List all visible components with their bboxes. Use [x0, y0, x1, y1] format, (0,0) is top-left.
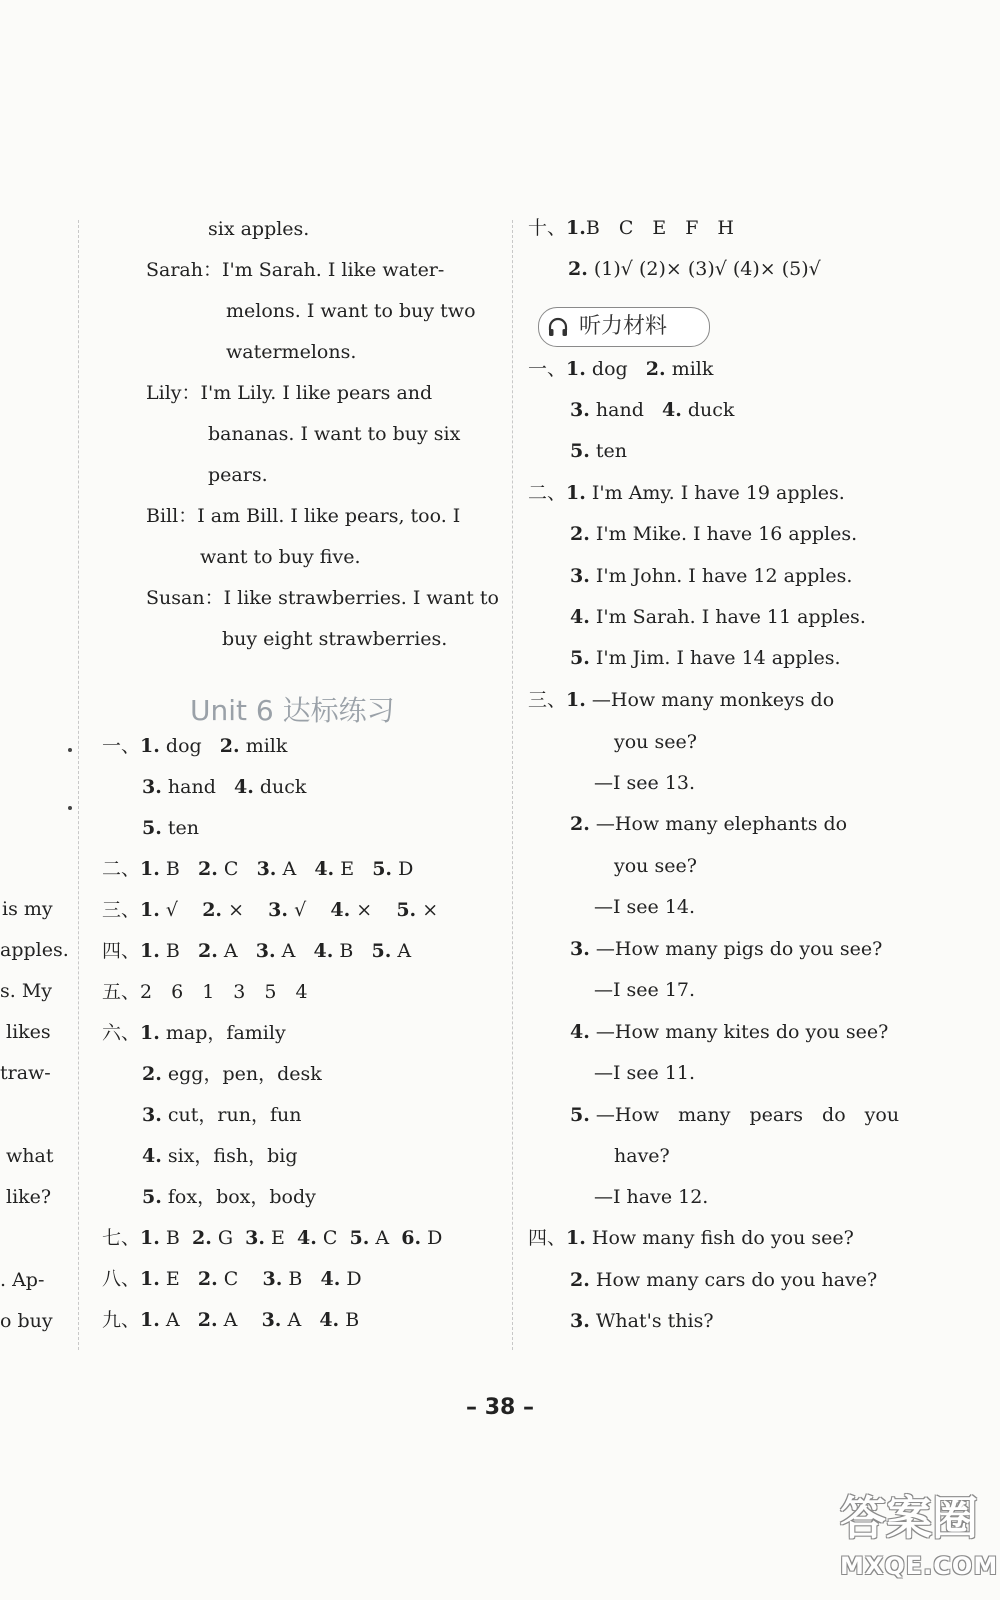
- item-answer: duck: [687, 399, 735, 421]
- item-answer: ×: [422, 899, 439, 921]
- item-number: 4.: [314, 858, 335, 880]
- item-answer: C: [322, 1227, 338, 1249]
- item-answer: A: [281, 940, 296, 962]
- question-text: —How many pears do you: [595, 1104, 900, 1126]
- item-answer: hand: [595, 399, 644, 421]
- answer-row: [528, 216, 734, 240]
- left-fragment: like?: [6, 1186, 52, 1208]
- dialog-line: bananas. I want to buy six: [208, 423, 461, 445]
- section-marker: 三、: [102, 899, 141, 921]
- dialog-line: Bill：I am Bill. I like pears, too. I: [146, 505, 461, 527]
- item-number: 4.: [570, 1021, 590, 1043]
- item-answer: A: [165, 1309, 180, 1331]
- dialog-line: watermelons.: [226, 341, 357, 363]
- answer-row: [102, 1226, 442, 1250]
- item-number: 1.: [566, 358, 586, 380]
- answer-text: —I see 13.: [594, 772, 696, 794]
- section-marker: 四、: [528, 1227, 567, 1249]
- item-number: 3.: [268, 899, 289, 921]
- item-number: 5.: [371, 940, 392, 962]
- item-answer: B C E F H: [585, 217, 734, 239]
- item-number: 1.: [140, 899, 160, 921]
- item-number: 4.: [320, 1268, 341, 1290]
- section-marker: 五、: [102, 981, 141, 1003]
- dialog-line: pears.: [208, 464, 268, 486]
- answer-row: [570, 646, 841, 670]
- item-number: 4.: [313, 940, 334, 962]
- section-marker: 三、: [528, 689, 567, 711]
- item-number: 5.: [570, 647, 590, 669]
- watermark-url-text: MXQE.COM: [840, 1552, 999, 1580]
- item-number: 1.: [566, 217, 586, 239]
- item-number: 3.: [570, 938, 590, 960]
- left-fragment: . Ap-: [0, 1269, 45, 1291]
- answer-row: [570, 937, 882, 961]
- answer-row: [102, 980, 308, 1004]
- item-answer: I'm John. I have 12 apples.: [595, 565, 853, 587]
- item-answer: A: [282, 858, 297, 880]
- answer-text: —I see 17.: [594, 979, 696, 1001]
- answer-row: [570, 605, 866, 629]
- item-answer: dog: [591, 358, 628, 380]
- answer-row: [570, 439, 627, 463]
- item-number: 2.: [191, 1227, 212, 1249]
- item-number: 3.: [570, 399, 590, 421]
- item-number: 2.: [570, 1269, 590, 1291]
- item-number: 1.: [140, 1227, 160, 1249]
- answer-row: [102, 939, 411, 963]
- answer-row: [142, 1103, 301, 1127]
- item-answer: milk: [671, 358, 714, 380]
- answer-row: [528, 688, 834, 712]
- item-number: 4.: [330, 899, 351, 921]
- item-number: 2.: [202, 899, 223, 921]
- headphones-icon: [547, 316, 569, 338]
- left-fragment: is my: [2, 898, 53, 920]
- item-number: 3.: [570, 1310, 590, 1332]
- answer-row: [570, 564, 852, 588]
- answer-row: [102, 857, 413, 881]
- item-number: 3.: [142, 776, 162, 798]
- item-number: 2.: [197, 1309, 218, 1331]
- section-marker: 二、: [102, 858, 141, 880]
- answer-row: [570, 522, 857, 546]
- item-answer: E: [271, 1227, 285, 1249]
- left-fragment: what: [6, 1145, 54, 1167]
- item-number: 2.: [142, 1063, 162, 1085]
- question-continuation: you see?: [614, 731, 697, 753]
- item-answer: G: [217, 1227, 234, 1249]
- item-number: 4.: [297, 1227, 317, 1249]
- answer-row: [570, 398, 734, 422]
- answer-text: —I see 11.: [594, 1062, 696, 1084]
- item-number: 1.: [566, 689, 586, 711]
- answer-row: [102, 898, 438, 922]
- column-divider: [512, 220, 513, 1350]
- question-continuation: have?: [614, 1145, 670, 1167]
- column-divider: [78, 220, 79, 1350]
- item-answer: ten: [595, 440, 628, 462]
- answer-row: [142, 816, 199, 840]
- item-answer: D: [346, 1268, 362, 1290]
- section-marker: 一、: [528, 358, 567, 380]
- answer-text: —I see 14.: [594, 896, 696, 918]
- section-marker: 二、: [528, 482, 567, 504]
- item-answer: What's this?: [595, 1310, 714, 1332]
- item-number: 1.: [140, 1268, 160, 1290]
- item-answer: √: [294, 899, 307, 921]
- item-answer: (1)√ (2)× (3)√ (4)× (5)√: [593, 258, 821, 280]
- item-number: 5.: [142, 1186, 162, 1208]
- section-marker: 九、: [102, 1309, 141, 1331]
- item-answer: I'm Sarah. I have 11 apples.: [595, 606, 866, 628]
- item-number: 1.: [566, 482, 586, 504]
- item-number: 2.: [197, 1268, 218, 1290]
- item-answer: hand: [167, 776, 216, 798]
- item-number: 5.: [570, 1104, 590, 1126]
- left-fragment: o buy: [0, 1310, 53, 1332]
- dialog-line: six apples.: [208, 218, 310, 240]
- item-answer: D: [398, 858, 414, 880]
- item-answer: milk: [245, 735, 288, 757]
- item-answer: duck: [259, 776, 307, 798]
- item-number: 2.: [219, 735, 240, 757]
- item-number: 4.: [661, 399, 682, 421]
- item-answer: map，family: [165, 1022, 286, 1044]
- answer-row: [570, 812, 847, 836]
- dialog-line: Sarah：I'm Sarah. I like water-: [146, 259, 445, 281]
- item-answer: √: [165, 899, 179, 921]
- answer-row: [142, 1062, 322, 1086]
- item-answer: B: [345, 1309, 360, 1331]
- item-answer: D: [427, 1227, 443, 1249]
- item-number: 5.: [142, 817, 162, 839]
- item-answer: A: [375, 1227, 390, 1249]
- item-answer: I'm Mike. I have 16 apples.: [595, 523, 858, 545]
- left-fragment: traw-: [0, 1062, 51, 1084]
- answer-row: [142, 1185, 316, 1209]
- section-marker: 一、: [102, 735, 141, 757]
- item-answer: A: [223, 1309, 238, 1331]
- item-number: 3.: [256, 858, 277, 880]
- question-text: —How many kites do you see?: [595, 1021, 889, 1043]
- left-fragment: apples.: [0, 939, 69, 961]
- item-number: 2.: [570, 813, 590, 835]
- item-answer: I'm Jim. I have 14 apples.: [595, 647, 841, 669]
- item-number: 2.: [198, 858, 218, 880]
- item-answer: A: [287, 1309, 302, 1331]
- answer-row: [568, 257, 821, 281]
- dialog-line: Lily：I'm Lily. I like pears and: [146, 382, 433, 404]
- left-fragment: likes: [6, 1021, 51, 1043]
- answer-row: [570, 1268, 877, 1292]
- item-answer: E: [340, 858, 355, 880]
- item-answer: cut，run，fun: [167, 1104, 302, 1126]
- answer-row: [528, 481, 845, 505]
- item-answer: A: [397, 940, 412, 962]
- item-answer: How many cars do you have?: [595, 1269, 878, 1291]
- left-fragment: s. My: [0, 980, 53, 1002]
- section-marker: 八、: [102, 1268, 141, 1290]
- item-number: 1.: [140, 1022, 160, 1044]
- item-number: 1.: [140, 858, 160, 880]
- question-text: —How many monkeys do: [591, 689, 835, 711]
- item-answer: 2 6 1 3 5 4: [140, 981, 308, 1003]
- item-number: 4.: [570, 606, 590, 628]
- item-number: 5.: [396, 899, 417, 921]
- section-marker: 四、: [102, 940, 141, 962]
- dialog-line: melons. I want to buy two: [226, 300, 476, 322]
- listening-material-badge: [538, 307, 710, 347]
- item-answer: C: [223, 858, 239, 880]
- answer-row: [570, 1103, 899, 1127]
- item-answer: fox，box，body: [167, 1186, 316, 1208]
- item-number: 1.: [140, 940, 160, 962]
- item-number: 1.: [566, 1227, 586, 1249]
- answer-row: [142, 775, 306, 799]
- answer-row: [528, 1226, 854, 1250]
- item-answer: C: [223, 1268, 239, 1290]
- item-answer: ten: [167, 817, 200, 839]
- watermark: [840, 1490, 999, 1600]
- item-number: 2.: [198, 940, 218, 962]
- dialog-line: buy eight strawberries.: [222, 628, 448, 650]
- answer-row: [102, 734, 287, 758]
- item-answer: egg，pen，desk: [167, 1063, 322, 1085]
- question-continuation: you see?: [614, 855, 697, 877]
- item-answer: A: [223, 940, 238, 962]
- item-answer: E: [165, 1268, 180, 1290]
- item-answer: B: [288, 1268, 303, 1290]
- page-number: – 38 –: [466, 1395, 534, 1420]
- item-answer: B: [165, 858, 180, 880]
- dialog-line: want to buy five.: [200, 546, 361, 568]
- answer-row: [102, 1021, 286, 1045]
- item-number: 4.: [233, 776, 254, 798]
- item-number: 6.: [401, 1227, 422, 1249]
- item-answer: B: [165, 940, 180, 962]
- item-number: 4.: [142, 1145, 162, 1167]
- question-text: —How many elephants do: [595, 813, 848, 835]
- item-number: 3.: [570, 565, 590, 587]
- item-answer: I'm Amy. I have 19 apples.: [591, 482, 845, 504]
- dialog-line: Susan：I like strawberries. I want to: [146, 587, 499, 609]
- unit-title: Unit 6 达标练习: [190, 694, 395, 727]
- answer-row: [570, 1020, 888, 1044]
- answer-row: [102, 1308, 359, 1332]
- item-number: 2.: [645, 358, 666, 380]
- item-answer: B: [165, 1227, 180, 1249]
- section-marker: 六、: [102, 1022, 141, 1044]
- item-number: 3.: [255, 940, 276, 962]
- item-number: 3.: [262, 1268, 283, 1290]
- speck: [68, 806, 72, 810]
- item-number: 4.: [319, 1309, 340, 1331]
- answer-text: —I have 12.: [594, 1186, 709, 1208]
- item-answer: ×: [228, 899, 244, 921]
- item-number: 1.: [140, 735, 160, 757]
- item-number: 5.: [372, 858, 393, 880]
- answer-row: [102, 1267, 362, 1291]
- section-marker: 十、: [528, 217, 567, 239]
- item-answer: ×: [356, 899, 373, 921]
- item-number: 5.: [349, 1227, 370, 1249]
- item-number: 3.: [142, 1104, 162, 1126]
- item-number: 3.: [261, 1309, 282, 1331]
- item-answer: dog: [165, 735, 202, 757]
- item-answer: B: [339, 940, 354, 962]
- section-marker: 七、: [102, 1227, 141, 1249]
- question-text: —How many pigs do you see?: [595, 938, 883, 960]
- speck: [68, 748, 72, 752]
- answer-row: [528, 357, 713, 381]
- item-answer: six，fish，big: [167, 1145, 298, 1167]
- item-number: 3.: [245, 1227, 265, 1249]
- item-number: 2.: [568, 258, 588, 280]
- badge-label: 听力材料: [579, 314, 668, 339]
- answer-row: [570, 1309, 714, 1333]
- answer-row: [142, 1144, 298, 1168]
- item-number: 5.: [570, 440, 590, 462]
- watermark-logo-text: 答案圈: [840, 1491, 978, 1545]
- item-answer: How many fish do you see?: [591, 1227, 854, 1249]
- item-number: 2.: [570, 523, 590, 545]
- item-number: 1.: [140, 1309, 160, 1331]
